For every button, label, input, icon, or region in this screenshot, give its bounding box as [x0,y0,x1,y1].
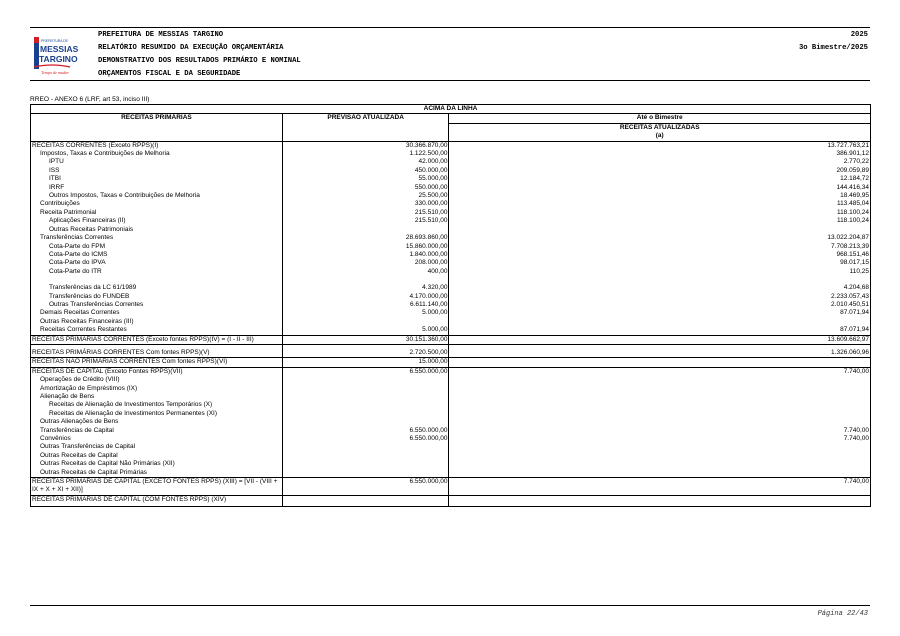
row-forecast: 4.170.000,00 [282,293,449,301]
row-label: Transferências de Capital [31,427,283,435]
row-forecast [282,418,449,426]
row-forecast [282,226,449,234]
table-row [31,301,871,309]
row-forecast: 400,00 [282,268,449,276]
row-label: RECEITAS DE CAPITAL (Exceto Fontes RPPS)(VII) [31,367,283,376]
table-row [31,335,871,344]
row-label: Impostos, Taxas e Contribuições de Melhoria [31,150,283,158]
annex-subtitle: RREO - ANEXO 6 (LRF, art 53, inciso III) [30,96,150,103]
row-label: Cota-Parte do ICMS [31,251,283,259]
row-forecast [282,385,449,393]
table-row [31,141,871,150]
row-forecast [282,318,449,326]
row-realized: 110,25 [449,268,871,276]
svg-text:Tempo de mudar: Tempo de mudar [41,70,69,75]
row-forecast: 330.000,00 [282,200,449,208]
row-label: Outras Transferências de Capital [31,443,283,451]
table-row [31,410,871,418]
row-label: Receitas de Alienação de Investimentos Permanentes (XI) [31,410,283,418]
row-realized [449,418,871,426]
row-realized: 13.022.204,87 [449,234,871,242]
row-realized: 2.010.450,51 [449,301,871,309]
row-label: Contribuições [31,200,283,208]
row-realized: 18.469,95 [449,192,871,200]
row-forecast: 6.611.140,00 [282,301,449,309]
row-forecast [282,376,449,384]
row-label: Outras Receitas Patrimoniais [31,226,283,234]
row-forecast: 30.151.360,00 [282,335,449,344]
table-row [31,495,871,506]
row-forecast: 6.550.000,00 [282,367,449,376]
page-number: Página 22/43 [817,610,868,618]
table-row [31,243,871,251]
header-period: 3o Bimestre/2025 [798,44,868,52]
row-label: Amortização de Empréstimos (IX) [31,385,283,393]
row-forecast: 42.000,00 [282,158,449,166]
row-realized: 87.071,94 [449,309,871,317]
table-row [31,318,871,326]
row-label: RECEITAS PRIMÁRIAS DE CAPITAL (COM FONTES RPPS) (XIV) [31,495,283,506]
table-row [31,385,871,393]
row-realized: 968.151,46 [449,251,871,259]
row-realized: 7.740,00 [449,427,871,435]
row-forecast: 215.510,00 [282,209,449,217]
table-row [31,393,871,401]
table-row [31,309,871,317]
svg-text:MESSIAS: MESSIAS [40,44,79,54]
header-year: 2025 [850,31,868,39]
table-row [31,268,871,276]
row-forecast: 450.000,00 [282,167,449,175]
header-bottom-rule [30,80,870,81]
row-realized [449,410,871,418]
section-title: ACIMA DA LINHA [31,105,871,114]
row-forecast: 5.000,00 [282,309,449,317]
table-row [31,401,871,409]
row-label: Cota-Parte do FPM [31,243,283,251]
row-forecast: 55.000,00 [282,175,449,183]
row-label: RECEITAS PRIMÁRIAS DE CAPITAL (EXCETO FONTES RPPS) (XIII) = [VII - (VIII + IX + X + XI + XII)] [31,478,283,496]
table-row [31,259,871,267]
table-row [31,478,871,496]
row-label: Receitas de Alienação de Investimentos Temporários (X) [31,401,283,409]
row-forecast: 208.000,00 [282,259,449,267]
table-row [31,200,871,208]
table-row [31,418,871,426]
svg-text:TARGINO: TARGINO [39,54,78,64]
table-row [31,469,871,478]
table-row [31,251,871,259]
row-realized: 4.204,68 [449,284,871,292]
row-forecast [282,443,449,451]
table-row [31,167,871,175]
row-realized [449,401,871,409]
row-label: Transferências da LC 61/1989 [31,284,283,292]
row-label: Convênios [31,435,283,443]
row-realized: 7.708.213,39 [449,243,871,251]
table-row [31,460,871,468]
row-forecast: 5.000,00 [282,326,449,335]
row-realized: 7.740,00 [449,367,871,376]
table-row [31,158,871,166]
table-row [31,217,871,225]
row-label: Outras Transferências Correntes [31,301,283,309]
row-label: RECEITAS PRIMÁRIAS CORRENTES (Exceto fontes RPPS)(IV) = (I - II - III) [31,335,283,344]
row-forecast: 28.693.860,00 [282,234,449,242]
row-realized [449,469,871,478]
row-label: Outras Receitas de Capital Não Primárias (XII) [31,460,283,468]
col-header-period: Até o Bimestre [449,114,871,123]
table-row [31,284,871,292]
row-label: Aplicações Financeiras (II) [31,217,283,225]
row-label: ITBI [31,175,283,183]
row-forecast [282,495,449,506]
table-row [31,209,871,217]
row-realized: 12.184,72 [449,175,871,183]
table-row [31,344,871,357]
row-label: Outras Receitas Financeiras (III) [31,318,283,326]
row-realized: 209.059,89 [449,167,871,175]
svg-text:PREFEITURA DE: PREFEITURA DE [41,39,68,43]
row-label: Transferências do FUNDEB [31,293,283,301]
row-label: Cota-Parte do ITR [31,268,283,276]
table-row [31,367,871,376]
row-forecast: 2.720.500,00 [282,344,449,357]
row-realized: 7.740,00 [449,435,871,443]
header-line-statement: DEMONSTRATIVO DOS RESULTADOS PRIMÁRIO E NOMINAL [98,57,301,65]
row-label: Receita Patrimonial [31,209,283,217]
row-label: Outros Impostos, Taxas e Contribuições de Melhoria [31,192,283,200]
row-forecast: 4.320,00 [282,284,449,292]
row-forecast: 215.510,00 [282,217,449,225]
row-label: Outras Receitas de Capital Primárias [31,469,283,478]
row-label: RECEITAS PRIMÁRIAS CORRENTES Com fontes RPPS)(V) [31,344,283,357]
row-forecast: 1.122.500,00 [282,150,449,158]
row-realized: 13.609.662,97 [449,335,871,344]
row-forecast: 1.840.000,00 [282,251,449,259]
row-realized: 2.770,22 [449,158,871,166]
primary-revenue-table [30,104,871,507]
table-row [31,234,871,242]
row-label: RECEITAS CORRENTES (Exceto RPPS)(I) [31,141,283,150]
row-label: IPTU [31,158,283,166]
row-realized: 98.017,15 [449,259,871,267]
row-forecast: 6.550.000,00 [282,427,449,435]
municipality-logo [32,33,79,77]
header-line-budgets: ORÇAMENTOS FISCAL E DA SEGURIDADE [98,70,241,78]
row-realized [449,443,871,451]
row-realized: 113.485,04 [449,200,871,208]
row-forecast: 15.860.000,00 [282,243,449,251]
row-realized: 13.727.763,21 [449,141,871,150]
spacer-row [31,276,871,284]
row-realized [449,318,871,326]
row-label: Receitas Correntes Restantes [31,326,283,335]
header-line-report: RELATÓRIO RESUMIDO DA EXECUÇÃO ORÇAMENTÁRIA [98,44,284,52]
row-forecast: 15.000,00 [282,358,449,367]
row-label: IRRF [31,184,283,192]
row-realized: 118.100,24 [449,217,871,225]
row-realized [449,393,871,401]
row-realized: 7.740,00 [449,478,871,496]
table-row [31,184,871,192]
row-realized: 87.071,94 [449,326,871,335]
header-line-entity: PREFEITURA DE MESSIAS TARGINO [98,31,224,39]
col-header-forecast: PREVISÃO ATUALIZADA [282,114,449,141]
row-forecast: 6.550.000,00 [282,478,449,496]
row-label: ISS [31,167,283,175]
row-realized: 2.233.057,43 [449,293,871,301]
table-row [31,427,871,435]
row-label: Alienação de Bens [31,393,283,401]
row-forecast [282,460,449,468]
row-forecast: 6.550.000,00 [282,435,449,443]
row-realized [449,495,871,506]
row-label: Demais Receitas Correntes [31,309,283,317]
row-label: Outras Receitas de Capital [31,452,283,460]
row-realized: 1.326.060,96 [449,344,871,357]
row-realized: 118.100,24 [449,209,871,217]
table-row [31,175,871,183]
col-header-updated: RECEITAS ATUALIZADAS [449,123,871,132]
footer-rule [30,605,870,606]
row-forecast [282,393,449,401]
header-title-block [98,29,301,81]
table-row [31,293,871,301]
header-top-rule [30,27,870,28]
row-forecast [282,469,449,478]
row-forecast: 30.366.870,00 [282,141,449,150]
table-row [31,192,871,200]
table-row [31,443,871,451]
row-realized [449,376,871,384]
row-label: Operações de Crédito (VIII) [31,376,283,384]
row-realized [449,385,871,393]
table-row [31,376,871,384]
table-row [31,435,871,443]
row-label: RECEITAS NÃO PRIMÁRIAS CORRENTES Com fontes RPPS)(VI) [31,358,283,367]
row-forecast [282,410,449,418]
col-header-a: (a) [449,132,871,141]
row-forecast [282,452,449,460]
row-realized: 144.416,34 [449,184,871,192]
row-label: Cota-Parte do IPVA [31,259,283,267]
row-realized [449,452,871,460]
row-label: Transferências Correntes [31,234,283,242]
row-forecast [282,401,449,409]
table-row [31,150,871,158]
table-row [31,226,871,234]
table-row [31,358,871,367]
row-forecast: 25.500,00 [282,192,449,200]
row-realized [449,358,871,367]
table-row [31,326,871,335]
header-period-block [799,29,868,55]
row-forecast: 550.000,00 [282,184,449,192]
row-realized [449,226,871,234]
table-row [31,452,871,460]
col-header-revenues: RECEITAS PRIMÁRIAS [31,114,283,141]
row-realized [449,460,871,468]
row-realized: 386.901,12 [449,150,871,158]
row-label: Outras Alienações de Bens [31,418,283,426]
